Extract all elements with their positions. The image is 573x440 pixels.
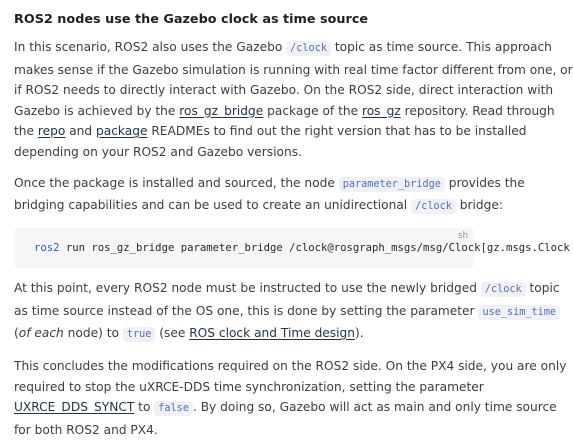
text-line	[14, 301, 466, 324]
code-block[interactable]	[14, 228, 474, 268]
text: . By doing so, Gazebo will act as main and only time source	[193, 400, 557, 414]
text: At this point, every ROS2 node must be instructed to use the newly bridged	[14, 281, 481, 295]
text-line	[14, 101, 466, 122]
text: as time source instead of the OS one, this is done by setting the parameter	[14, 304, 478, 318]
text: (	[14, 326, 19, 340]
text: bridge:	[456, 198, 503, 212]
text: package of the	[263, 104, 362, 118]
inline-code-true: true	[123, 327, 156, 342]
link-ros-gz-bridge[interactable]: ros_gz_bridge	[179, 104, 263, 118]
text-line: required to stop the uXRCE-DDS time synchronization, setting the parameter	[14, 377, 466, 398]
text-line	[14, 121, 466, 142]
text: node) to	[64, 326, 123, 340]
text-line	[14, 323, 466, 346]
text: bridging capabilities and can be used to create an unidirectional	[14, 198, 411, 212]
paragraph-bridge	[14, 173, 466, 218]
text-line: for both ROS2 and PX4.	[14, 420, 466, 440]
emphasis-text: of each	[19, 326, 64, 340]
paragraph-intro	[14, 37, 466, 162]
text-line	[14, 278, 466, 301]
text: Once the package is installed and sourced, the node	[14, 176, 339, 190]
text-line: if ROS2 needs to directly interact with Gazebo. On the ROS2 side, direct interaction with	[14, 80, 466, 101]
text: ).	[355, 326, 364, 340]
text: to	[134, 400, 154, 414]
link-ros-clock-design[interactable]: ROS clock and Time design	[189, 326, 355, 340]
text: repository. Read through	[401, 104, 555, 118]
text-line	[14, 37, 466, 60]
link-package[interactable]: package	[96, 124, 147, 138]
code-arguments: run ros_gz_bridge parameter_bridge /clock@rosgraph_msgs/msg/Clock[gz.msgs.Clock	[60, 242, 570, 254]
inline-code-clock: /clock	[286, 41, 331, 56]
text-line	[14, 195, 466, 218]
code-command: ros2	[34, 242, 60, 254]
link-repo[interactable]: repo	[38, 124, 65, 138]
text: provides the	[445, 176, 525, 190]
link-uxrce-dds-synct[interactable]: UXRCE_DDS_SYNCT	[14, 400, 134, 414]
text: topic as time source. This approach	[331, 40, 552, 54]
inline-code-false: false	[154, 401, 193, 416]
text-line	[14, 173, 466, 196]
text: and	[65, 124, 96, 138]
code-language-label: sh	[458, 230, 468, 242]
text: (see	[155, 326, 189, 340]
text-line	[14, 397, 466, 420]
text: Gazebo is achieved by the	[14, 104, 179, 118]
text-line: depending on your ROS2 and Gazebo versions.	[14, 142, 466, 163]
code-content[interactable]	[34, 228, 474, 256]
text-line: makes sense if the Gazebo simulation is running with real time factor different from one, or	[14, 60, 466, 81]
link-ros-gz[interactable]: ros_gz	[362, 104, 401, 118]
text-line: This concludes the modifications required on the ROS2 side. On the PX4 side, you are only	[14, 356, 466, 377]
paragraph-px4	[14, 356, 466, 440]
inline-code-clock: /clock	[411, 199, 456, 214]
inline-code-clock: /clock	[481, 282, 526, 297]
text: the	[14, 124, 38, 138]
text: In this scenario, ROS2 also uses the Gazebo	[14, 40, 286, 54]
section-heading: ROS2 nodes use the Gazebo clock as time source	[14, 0, 466, 37]
text: topic	[526, 281, 560, 295]
paragraph-sim-time	[14, 278, 466, 346]
inline-code-use-sim-time: use_sim_time	[478, 305, 560, 320]
inline-code-parameter-bridge: parameter_bridge	[339, 177, 445, 192]
text: READMEs to find out the right version that has to be installed	[147, 124, 526, 138]
